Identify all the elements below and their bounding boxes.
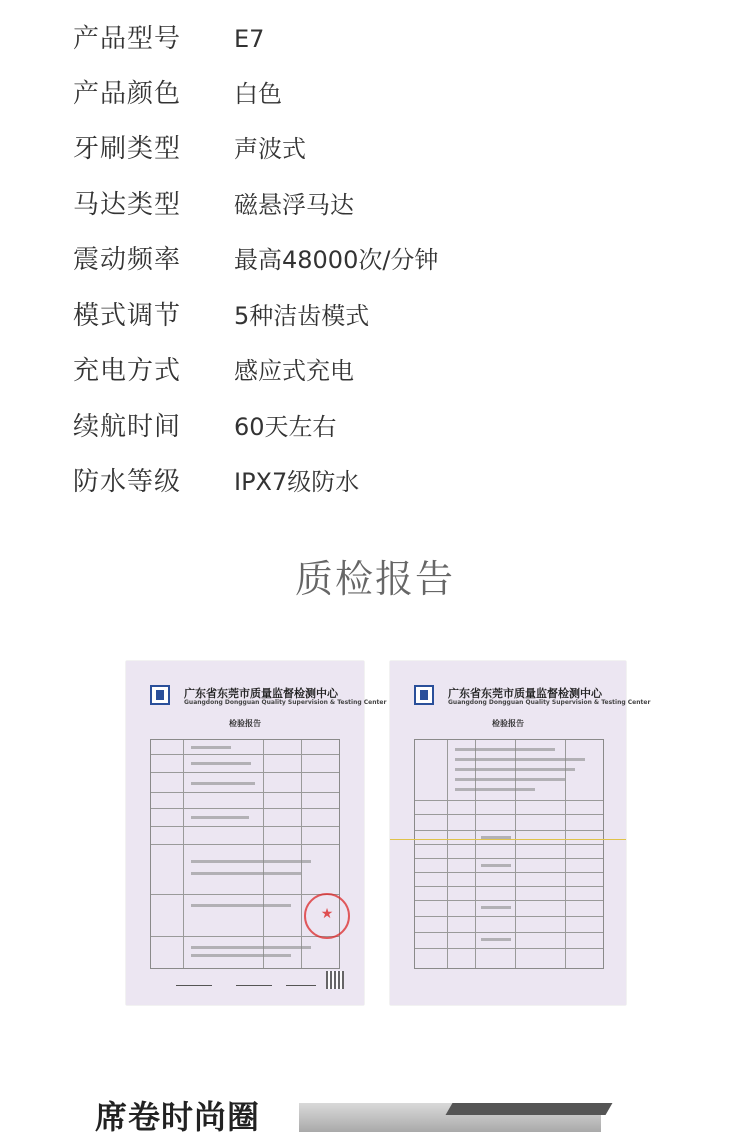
report-doc-title: 检验报告 bbox=[492, 719, 524, 728]
product-photo bbox=[299, 1103, 601, 1132]
report-org-name-en: Guangdong Dongguan Quality Supervision & Testing Center bbox=[448, 699, 651, 706]
spec-row bbox=[0, 177, 750, 233]
spec-label: 马达类型 bbox=[73, 190, 182, 220]
spec-value: 磁悬浮马达 bbox=[234, 191, 354, 219]
spec-label: 模式调节 bbox=[73, 301, 182, 331]
spec-row bbox=[0, 121, 750, 177]
spec-value: IPX7级防水 bbox=[234, 468, 360, 496]
report-org-name: 广东省东莞市质量监督检测中心 bbox=[184, 687, 338, 700]
spec-row bbox=[0, 288, 750, 344]
spec-label: 充电方式 bbox=[73, 356, 182, 386]
spec-label: 产品型号 bbox=[73, 24, 182, 54]
spec-row bbox=[0, 66, 750, 122]
spec-label: 续航时间 bbox=[73, 412, 182, 442]
report-table bbox=[150, 739, 340, 969]
spec-label: 牙刷类型 bbox=[73, 134, 182, 164]
signature bbox=[176, 973, 212, 986]
spec-value: 最高48000次/分钟 bbox=[234, 246, 439, 274]
highlight-line bbox=[390, 839, 626, 840]
report-table bbox=[414, 739, 604, 969]
spec-value: E7 bbox=[234, 25, 265, 53]
signature bbox=[286, 973, 316, 986]
spec-value: 白色 bbox=[234, 80, 282, 108]
report-org-name-en: Guangdong Dongguan Quality Supervision & Testing Center bbox=[184, 699, 387, 706]
section-title: 质检报告 bbox=[294, 557, 455, 601]
spec-row bbox=[0, 454, 750, 510]
official-stamp: ★ bbox=[304, 893, 350, 939]
inspection-report-image bbox=[390, 661, 651, 1005]
spec-row bbox=[0, 232, 750, 288]
spec-value: 5种洁齿模式 bbox=[234, 302, 370, 330]
qr-code-icon bbox=[326, 971, 344, 989]
spec-row bbox=[0, 11, 750, 67]
signature bbox=[236, 973, 272, 986]
org-logo-icon bbox=[414, 685, 434, 705]
spec-value: 60天左右 bbox=[234, 413, 337, 441]
spec-value: 感应式充电 bbox=[234, 357, 354, 385]
spec-value: 声波式 bbox=[234, 135, 306, 163]
spec-row bbox=[0, 399, 750, 455]
section-title-fashion: 席卷时尚圈 bbox=[95, 1098, 261, 1136]
report-org-name: 广东省东莞市质量监督检测中心 bbox=[448, 687, 602, 700]
spec-label: 防水等级 bbox=[73, 467, 182, 497]
spec-label: 震动频率 bbox=[73, 245, 182, 275]
inspection-report-image bbox=[126, 661, 387, 1005]
report-doc-title: 检验报告 bbox=[229, 719, 261, 728]
spec-label: 产品颜色 bbox=[73, 79, 182, 109]
org-logo-icon bbox=[150, 685, 170, 705]
spec-row bbox=[0, 343, 750, 399]
